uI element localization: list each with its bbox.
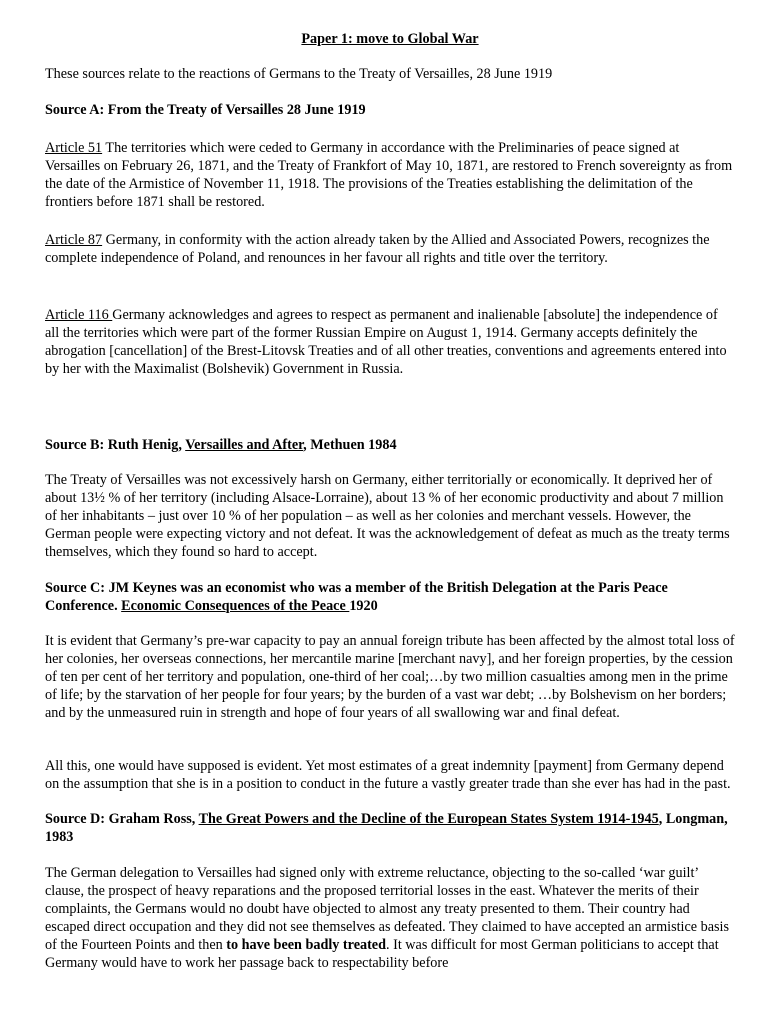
article-116 [45, 306, 735, 378]
source-c-paragraph-1: It is evident that Germany’s pre-war capacity to pay an annual foreign tribute has been affected by the almost total loss of her colonies, her overseas connections, her mercantile marine [merchant navy], and her foreign properties, by the cession of ten per cent of her territory and population, one-third of her coal;…by two million casualties among men in the prime of life; by the starvation of her people for four years; by the burden of a vast war debt; …by Bolshevism on her borders; and by the unmeasured ruin in strength and hope of four years of all swallowing war and final defeat. [45, 633, 735, 721]
source-d-book-title: The Great Powers and the Decline of the European States System 1914-1945 [198, 811, 659, 827]
source-d-heading: Source D: Graham Ross, The Great Powers and the Decline of the European States System 1914-1945, Longman, 1983 [45, 811, 728, 845]
source-c-book-title: Economic Consequences of the Peace [121, 598, 350, 614]
article-116-label: Article 116 [45, 307, 113, 323]
article-116-text: Germany acknowledges and agrees to respect as permanent and inalienable [absolute] the independence of all the territories which were part of the former Russian Empire on August 1, 1914. Germany accepts definitely the abrogation [cancellation] of the Brest-Litovsk Treaties and of all other treaties, conventions and agreements entered into by her with the Maximalist (Bolshevik) Government in Russia. [45, 307, 727, 377]
source-c-heading: Source C: JM Keynes was an economist who was a member of the British Delegation at the Paris Peace Conference. Economic Consequences of the Peace 1920 [45, 580, 668, 614]
source-d-emphasis: to have been badly treated [226, 937, 386, 953]
article-87 [45, 231, 735, 267]
source-b-text: The Treaty of Versailles was not excessively harsh on Germany, either territorially or economically. It deprived her of about 13½ % of her territory (including Alsace-Lorraine), about 13 % of her economic productivity and about 7 million of her inhabitants – just over 10 % of her population – as well as her colonies and merchant vessels. However, the German people were expecting victory and not defeat. It was the acknowledgement of defeat as much as the treaty terms themselves, which they found so hard to accept. [45, 472, 730, 560]
intro-text: These sources relate to the reactions of Germans to the Treaty of Versailles, 28 June 1919 [45, 66, 553, 82]
article-87-label: Article 87 [45, 232, 103, 248]
article-87-text: Germany, in conformity with the action already taken by the Allied and Associated Powers, recognizes the complete independence of Poland, and renounces in her favour all rights and title over the territory. [45, 232, 710, 266]
article-51-text: The territories which were ceded to Germany in accordance with the Preliminaries of peace signed at Versailles on February 26, 1871, and the Treaty of Frankfort of May 10, 1871, are restored to French sovereignty as from the date of the Armistice of November 11, 1918. The provisions of the Treaties establishing the delimitation of the frontiers before 1871 shall be restored. [45, 140, 733, 210]
source-b-heading: Source B: Ruth Henig, Versailles and After, Methuen 1984 [45, 437, 397, 453]
article-51-label: Article 51 [45, 140, 103, 156]
source-c-paragraph-2: All this, one would have supposed is evident. Yet most estimates of a great indemnity [payment] from Germany depend on the assumption that she is in a position to conduct in the future a vastly greater trade than she ever has had in the past. [45, 758, 731, 792]
article-51 [45, 139, 735, 211]
page-title: Paper 1: move to Global War [301, 31, 479, 47]
source-b-book-title: Versailles and After [185, 437, 304, 453]
document-page [45, 0, 735, 1024]
source-d-text: The German delegation to Versailles had signed only with extreme reluctance, objecting to the so-called ‘war guilt’ clause, the prospect of heavy reparations and the proposed territorial losses in the east. Whatever the merits of their complaints, the Germans would no doubt have objected to almost any treaty presented to them. Their country had escaped direct occupation and they did not see themselves as defeated. They claimed to have accepted an armistice basis of the Fourteen Points and then to have been badly treated. It was difficult for most German politicians to accept that Germany would have to work her passage back to respectability before [45, 865, 730, 971]
source-a-heading: Source A: From the Treaty of Versailles 28 June 1919 [45, 102, 366, 118]
